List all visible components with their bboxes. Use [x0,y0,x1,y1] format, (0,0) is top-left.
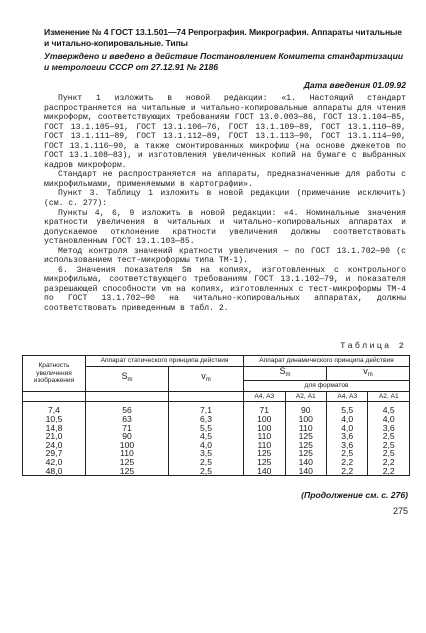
table-cell: 100 [86,441,169,450]
table-cell: 125 [285,449,326,458]
group-static-header: Аппарат статического принципа действия [86,356,244,367]
table-cell: 48,0 [23,467,86,476]
table-cell: 3,6 [327,441,368,450]
table-cell: 125 [244,458,285,467]
table-cell: 2,5 [368,449,410,458]
table-cell: 3,5 [168,449,243,458]
table-cell: 7,1 [168,402,243,415]
table-cell: 110 [285,424,326,433]
table-label: Таблица 2 [340,341,406,351]
formats-header: для форматов [244,381,410,392]
table-cell: 2,5 [168,467,243,476]
body-text [44,94,406,314]
table-cell: 2,5 [168,458,243,467]
col-v-static: vm [168,366,243,391]
table-cell: 14,8 [23,424,86,433]
col-v-dynamic: vm [327,366,410,381]
empty-cell [23,391,86,402]
table-cell: 5,5 [168,424,243,433]
table-cell: 100 [285,415,326,424]
table-cell: 90 [285,402,326,415]
table-cell: 2,2 [327,467,368,476]
table-cell: 2,5 [368,441,410,450]
table-2 [22,355,410,476]
empty-cell [86,391,169,402]
table-cell: 125 [285,432,326,441]
table-cell: 2,2 [368,467,410,476]
table-cell: 6,3 [168,415,243,424]
table-cell: 3,6 [368,424,410,433]
table-cell: 42,0 [23,458,86,467]
paragraph: 6. Значения показателя Sm на копиях, изготовленных с контрольного микрофильма, соответствующего требованиям ГОСТ 13.1.102—79, и показателя разрешающей способности vm на копиях, изготовленных с тест-микроформы ТМ-4 по ГОСТ 13.1.702—90 на читально-копировальных аппаратах, должны соответствовать приведенным в табл. 2. [44,265,406,314]
format-header: А2, А1 [285,391,326,402]
continued-note: (Продолжение см. с. 276) [301,490,408,500]
table-row [23,467,410,476]
format-header: А2, А1 [368,391,410,402]
paragraph: Пункт 3. Таблицу 1 изложить в новой редакции (примечание исключить) (см. с. 277): [44,189,406,209]
document-title: Изменение № 4 ГОСТ 13.1.501—74 Репрография. Микрография. Аппараты читальные и читально-копировальные. Типы [44,27,402,48]
table-cell: 4,0 [327,415,368,424]
table-cell: 125 [244,449,285,458]
table-cell: 63 [86,415,169,424]
table-cell: 10,5 [23,415,86,424]
col-s-static: Sm [86,366,169,391]
table-cell: 21,0 [23,432,86,441]
group-dynamic-header: Аппарат динамического принципа действия [244,356,410,367]
col-magnification-header: Кратность увеличения изображения [23,356,86,392]
table-cell: 56 [86,402,169,415]
paragraph: Пункт 1 изложить в новой редакции: «1. Настоящий стандарт распространяется на читальные и читально-копировальные аппараты для чтения микроформ, соответствующих требованиям ГОСТ 13.0.003—86, ГОСТ 13.1.104—85, ГОСТ 13.1.105—91, ГОСТ 13.1.106—76, ГОСТ 13.1.109—89, ГОСТ 13.1.110—89, ГОСТ 13.1.111—89, ГОСТ 13.1.112—89, ГОСТ 13.1.113—90, ГОСТ 13.1.114—90, ГОСТ 13.1.116—90, а также смонтированных микрофиш (на основе джекетов по ГОСТ 13.1.108—83), и изготовления увеличенных копий на бумаге с выбранных кадров микроформ. [44,94,406,170]
table-cell: 4,0 [327,424,368,433]
table-cell: 125 [285,441,326,450]
paragraph: Метод контроля значений кратности увеличения — по ГОСТ 13.1.702—90 (с использованием тест-микроформы типа ТМ-1). [44,246,406,266]
table-cell: 5,5 [327,402,368,415]
empty-cell [168,391,243,402]
table-cell: 2,5 [368,432,410,441]
table-cell: 125 [86,467,169,476]
table-cell: 2,2 [368,458,410,467]
table-cell: 4,5 [168,432,243,441]
col-s-dynamic: Sm [244,366,327,381]
intro-date: Дата введения 01.09.92 [303,80,406,90]
paragraph: Стандарт не распространяется на аппараты, предназначенные для работы с микрофильмами, применяемыми в картографии». [44,170,406,189]
table-cell: 71 [86,424,169,433]
table-cell: 2,2 [327,458,368,467]
table-cell: 110 [86,449,169,458]
table-cell: 140 [285,467,326,476]
format-header: А4, А3 [327,391,368,402]
table-cell: 4,5 [368,402,410,415]
table-cell: 110 [244,441,285,450]
table-row [23,402,410,415]
table-cell: 100 [244,424,285,433]
table-cell: 140 [285,458,326,467]
table-cell: 3,6 [327,432,368,441]
table-cell: 29,7 [23,449,86,458]
paragraph: Пункты 4, 6, 9 изложить в новой редакции: «4. Номинальные значения кратности увеличения в читальных и читально-копировальных аппаратах и допускаемое отклонение кратности увеличения должны соответствовать установленным ГОСТ 13.1.103—85. [44,208,406,247]
page-number: 275 [392,506,408,516]
table-cell: 7,4 [23,402,86,415]
table-cell: 71 [244,402,285,415]
table-cell: 24,0 [23,441,86,450]
approval-note: Утверждено и введено в действие Постановлением Комитета стандартизации и метрологии СССР от 27.12.91 № 2186 [44,51,404,72]
table-cell: 4,0 [368,415,410,424]
table-cell: 100 [244,415,285,424]
table-cell: 125 [86,458,169,467]
table-cell: 2,5 [327,449,368,458]
table-cell: 90 [86,432,169,441]
table-cell: 4,0 [168,441,243,450]
table-cell: 110 [244,432,285,441]
table-cell: 140 [244,467,285,476]
format-header: А4, А3 [244,391,285,402]
